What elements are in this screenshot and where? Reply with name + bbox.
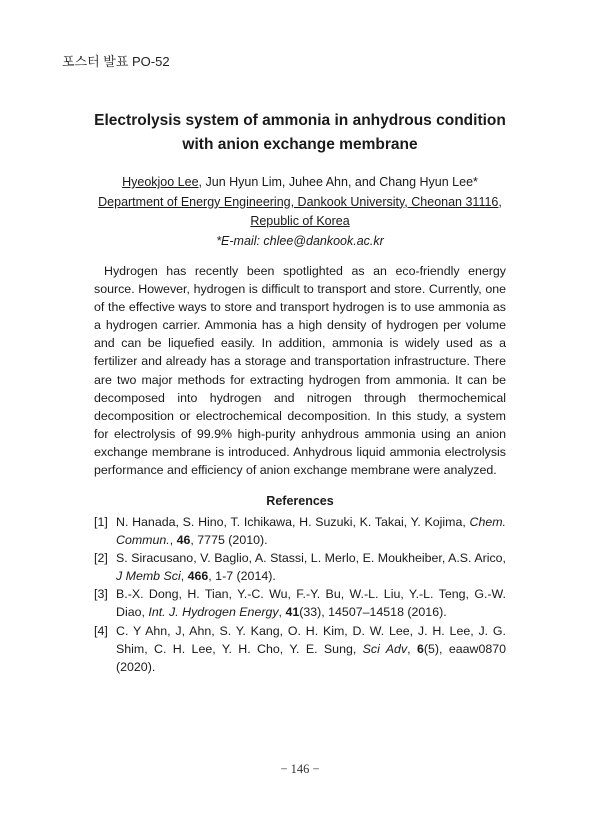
author-block bbox=[60, 173, 540, 251]
presenting-author: Hyeokjoo Lee bbox=[122, 175, 199, 189]
reference-details: (5), eaaw0870 (2020). bbox=[116, 641, 507, 674]
reference-item bbox=[94, 549, 506, 585]
reference-number: [1] bbox=[94, 515, 108, 529]
reference-details: , 7775 (2010). bbox=[190, 533, 268, 548]
reference-item bbox=[94, 622, 506, 676]
reference-volume: 46 bbox=[176, 533, 191, 548]
reference-separator: , bbox=[169, 533, 177, 548]
paper-title bbox=[60, 109, 540, 157]
affiliation-line-2: Republic of Korea bbox=[250, 214, 350, 228]
reference-item bbox=[94, 585, 506, 621]
page-number: − 146 − bbox=[280, 762, 320, 776]
reference-separator: , bbox=[407, 641, 417, 656]
title-line-2: with anion exchange membrane bbox=[182, 136, 418, 153]
reference-journal: J Memb Sci bbox=[116, 569, 181, 584]
reference-journal: Chem. Commun. bbox=[116, 515, 506, 548]
poster-label: 포스터 발표 PO-52 bbox=[62, 54, 170, 69]
reference-volume: 466 bbox=[187, 569, 209, 584]
reference-separator: , bbox=[278, 605, 286, 620]
reference-authors: N. Hanada, S. Hino, T. Ichikawa, H. Suzuki, K. Takai, Y. Kojima, bbox=[116, 515, 470, 529]
co-authors: , Jun Hyun Lim, Juhee Ahn, and Chang Hyun Lee* bbox=[198, 175, 478, 189]
reference-details: (33), 14507–14518 (2016). bbox=[299, 605, 447, 620]
affiliation-line-1: Department of Energy Engineering, Dankook University, Cheonan 31116, bbox=[98, 194, 502, 209]
reference-volume: 41 bbox=[285, 605, 300, 620]
title-line-1: Electrolysis system of ammonia in anhydrous condition bbox=[94, 112, 506, 129]
reference-authors: B.-X. Dong, H. Tian, Y.-C. Wu, F.-Y. Bu, W.-L. Liu, Y.-L. Teng, G.-W. Diao, bbox=[116, 587, 506, 620]
author-line bbox=[60, 173, 540, 193]
reference-number: [3] bbox=[94, 587, 108, 602]
references-heading: References bbox=[266, 494, 334, 508]
reference-details: , 1-7 (2014). bbox=[208, 569, 276, 584]
reference-volume: 6 bbox=[416, 641, 424, 656]
reference-number: [4] bbox=[94, 623, 108, 638]
reference-item bbox=[94, 513, 506, 549]
reference-separator: , bbox=[180, 569, 188, 584]
reference-journal: Sci Adv bbox=[362, 641, 408, 656]
corresponding-email: *E-mail: chlee@dankook.ac.kr bbox=[216, 233, 384, 248]
reference-list bbox=[94, 513, 506, 676]
reference-authors: S. Siracusano, V. Baglio, A. Stassi, L. Merlo, E. Moukheiber, A.S. Arico, bbox=[116, 551, 506, 566]
reference-number: [2] bbox=[94, 551, 108, 566]
reference-authors: C. Y Ahn, J, Ahn, S. Y. Kang, O. H. Kim, D. W. Lee, J. H. Lee, J. G. Shim, C. H. Lee, Y. H. Cho, Y. E. Sung, bbox=[116, 623, 506, 656]
abstract-text: Hydrogen has recently been spotlighted as an eco-friendly energy source. However, hydrogen is difficult to transport and store. Currently, one of the effective ways to store and transport hydrogen is to use ammonia as a hydrogen carrier. Ammonia has a high density of hydrogen per volume and can be liquefied easily. In addition, ammonia is widely used as a fertilizer and already has a storage and transportation infrastructure. There are two major methods for extracting hydrogen from ammonia. It can be decomposed into hydrogen and nitrogen through thermochemical decomposition or electrochemical decomposition. In this study, a system for electrolysis of 99.9% high-purity anhydrous ammonia using an anion exchange membrane is introduced. Anhydrous liquid ammonia electrolysis performance and efficiency of anion exchange membrane were analyzed. bbox=[94, 264, 506, 478]
reference-journal: Int. J. Hydrogen Energy bbox=[148, 605, 279, 620]
